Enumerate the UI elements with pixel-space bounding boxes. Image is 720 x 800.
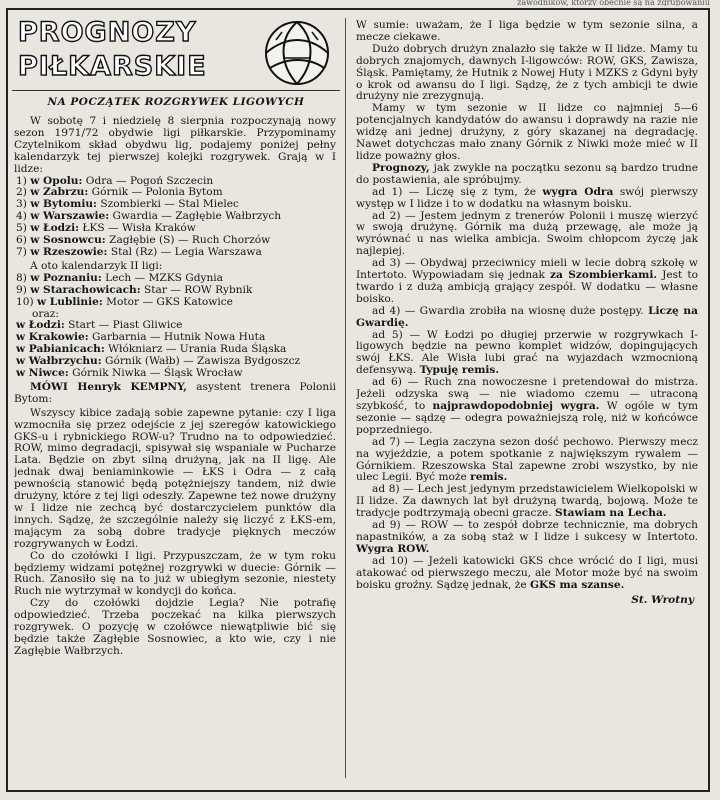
body-paragraph: Co do czołówki I ligi. Przypuszczam, że w tym roku będziemy widzami potężnej rozgrywki w duecie: Górnik — Ruch. Zanosiło się na to już w ubiegłym sezonie, niestety Ruch nie wytrzymał w kondycji do końca. — [14, 549, 336, 598]
fixture-row: 8) w Poznaniu: Lech — MZKS Gdynia — [16, 271, 224, 284]
prognozy-paragraph: Prognozy, jak zwykle na początku sezonu są bardzo trudne do postawienia, ale spróbujmy. — [356, 161, 698, 186]
prediction: ad 7) — Legia zaczyna sezon dość pechowo. Pierwszy mecz na wyjeździe, a potem spotkanie z największym rywalem — Górnikiem. Rzeszowska Stal zapewne zrobi wszystko, by nie ulec Legii. Być może remis. — [356, 435, 698, 484]
fixture-row: 1) w Opolu: Odra — Pogoń Szczecin — [16, 174, 214, 187]
clipped-previous-article-text: zawodników, ktorzy obecnie są na zgrupowaniu — [517, 0, 710, 6]
league2-also-label: oraz: — [32, 307, 59, 320]
fixture-row: w Łodzi: Start — Piast Gliwice — [16, 319, 183, 332]
league2-intro: A oto kalendarzyk II ligi: — [30, 259, 163, 272]
prediction: ad 8) — Lech jest jedynym przedstawicielem Wielkopolski w II lidze. Za dawnych lat był drużyną twardą, bojową. Może te tradycje podtrzymają obecni gracze. Stawiam na Lecha. — [356, 483, 698, 520]
fixture-row: 2) w Zabrzu: Górnik — Polonia Bytom — [16, 186, 223, 199]
title-line-1: PROGNOZY — [18, 17, 197, 48]
fixture-row: w Wałbrzychu: Górnik (Wałb) — Zawisza Bydgoszcz — [16, 355, 301, 368]
title-line-2: PIŁKARSKIE — [18, 51, 207, 82]
body-paragraph: Czy do czołówki dojdzie Legia? Nie potrafię odpowiedzieć. Trzeba poczekać na kilka pierwszych rozgrywek. O pozycję w czołówce niewątpliwie bić się będzie także Zagłębie Sosnowiec, a kto wie, czy i nie Zagłębie Wałbrzych. — [14, 597, 336, 657]
article-subtitle: NA POCZĄTEK ROZGRYWEK LIGOWYCH — [47, 96, 305, 108]
article-masthead — [14, 16, 336, 88]
fixture-row: w Pabianicach: Włókniarz — Urania Ruda Śląska — [16, 343, 287, 356]
left-column — [14, 116, 336, 778]
fixture-row: 6) w Sosnowcu: Zagłębie (S) — Ruch Chorzów — [16, 234, 271, 247]
column-divider — [345, 18, 346, 778]
fixture-row: w Niwce: Górnik Niwka — Śląsk Wrocław — [16, 367, 243, 380]
body-paragraph: Dużo dobrych drużyn znalazło się także w II lidze. Mamy tu dobrych znajomych, dawnych I-ligowców: ROW, GKS, Zawisza, Śląsk. Pamiętamy, że Hutnik z Nowej Huty i MZKS z Gdyni były o krok od awansu do I ligi. Sądzę, że z tych ambicji te dwie drużyny nie zrezygnują. — [356, 42, 698, 103]
fixture-row: 5) w Łodzi: ŁKS — Wisła Kraków — [16, 222, 196, 235]
body-paragraph: Wszyscy kibice zadają sobie zapewne pytanie: czy I liga wzmocniła się przez odejście z jej szeregów katowickiego GKS-u i rybnickiego ROW-u? Trudno na to odpowiedzieć. ROW, mimo degradacji, spisywał się wspaniale w Pucharze Lata. Będzie on zbyt silną drużyną, jak na II ligę. Ale jednak dwaj beniaminkowie — ŁKS i Odra — z całą pewnością stanowić będą potężniejszy tandem, niż dwie drużyny, które z tej ligi odeszły. Zapewne też nowe drużyny w I lidze nie zechcą być dostarczycielem punktów dla innych. Sądzę, że szczególnie należy się liczyć z ŁKS-em, mającym za sobą dobre tradycje pięknych meczów rozgrywanych w Łodzi. — [14, 406, 336, 550]
fixture-row: w Krakowie: Garbarnia — Hutnik Nowa Huta — [16, 331, 266, 344]
fixture-row: 10) w Lublinie: Motor — GKS Katowice — [16, 295, 233, 308]
league2-fixtures — [14, 273, 336, 380]
prediction: ad 9) — ROW — to zespół dobrze technicznie, ma dobrych napastników, a za sobą staż w I lidze i sukcesy w Intertoto. Wygra ROW. — [356, 519, 698, 555]
masthead-divider — [12, 90, 340, 91]
prediction: ad 10) — Jeżeli katowicki GKS chce wrócić do I ligi, musi atakować od pierwszego meczu, ale Motor może być na swoim boisku groźny. Sądzę jednak, że GKS ma szanse. — [356, 554, 698, 591]
prediction: ad 2) — Jestem jednym z trenerów Polonii i muszę wierzyć w swoją drużynę. Górnik ma dużą przewagę, ale może ją wyrównać u nas wielka ambicja. Swoim chłopcom życzę jak najlepiej. — [356, 209, 698, 258]
quote-intro: MÓWI Henryk KEMPNY, asystent trenera Polonii Bytom: — [14, 380, 336, 405]
prediction: ad 4) — Gwardia zrobiła na wiosnę duże postępy. Liczę na Gwardię. — [356, 304, 698, 329]
fixture-row: 9) w Starachowicach: Star — ROW Rybnik — [16, 283, 253, 296]
body-paragraph: W sumie: uważam, że I liga będzie w tym sezonie silna, a mecze ciekawe. — [356, 20, 698, 43]
prediction: ad 1) — Liczę się z tym, że wygra Odra swój pierwszy występ w I lidze i to w dodatku na własnym boisku. — [356, 185, 698, 210]
fixture-row: 4) w Warszawie: Gwardia — Zagłębie Wałbrzych — [16, 210, 282, 223]
prediction: ad 5) — W Łodzi po długiej przerwie w rozgrywkach I-ligowych będzie na pewno komplet widzów, dopingujących swój ŁKS. Ale Wisła lubi grać na wyjazdach wzmocnioną defensywą. Typuję remis. — [356, 328, 698, 377]
body-paragraph: Mamy w tym sezonie w II lidze co najmniej 5—6 potencjalnych kandydatów do awansu i doprawdy na razie nie widzę ani jednej drużyny, z góry skazanej na degradację. Nawet dotychczas mało znany Górnik z Niwki może mieć w II lidze poważny głos. — [356, 102, 698, 162]
football-icon — [262, 18, 332, 88]
fixture-row: 3) w Bytomiu: Szombierki — Stal Mielec — [16, 198, 239, 211]
author-signature: St. Wrotny — [631, 593, 694, 606]
article-title — [18, 16, 268, 84]
league1-fixtures — [14, 176, 336, 259]
intro-paragraph: W sobotę 7 i niedzielę 8 sierpnia rozpoczynają nowy sezon 1971/72 obydwie ligi piłkarskie. Przypominamy Czytelnikom skład obydwu lig, podajemy poniżej pełny kalendarzyk tej pierwszej kolejki rozgrywek. Grają w I lidze: — [14, 116, 336, 175]
right-column — [356, 20, 698, 772]
prediction: ad 3) — Obydwaj przeciwnicy mieli w lecie dobrą szkołę w Intertoto. Wypowiadam się jednak za Szombierkami. Jest to twardo i z dużą ambicją grający zespół. W dodatku — własne boisko. — [356, 257, 698, 305]
fixture-row: 7) w Rzeszowie: Stal (Rz) — Legia Warszawa — [16, 245, 262, 258]
prediction: ad 6) — Ruch zna nowoczesne i pretendował do mistrza. Jeżeli odzyska swą — nie wiadomo czemu — utraconą szybkość, to najprawdopodobniej wygra. W ogóle w tym sezonie — sądzę — odegra poważniejszą rolę, niż w końcówce poprzedniego. — [356, 376, 698, 436]
